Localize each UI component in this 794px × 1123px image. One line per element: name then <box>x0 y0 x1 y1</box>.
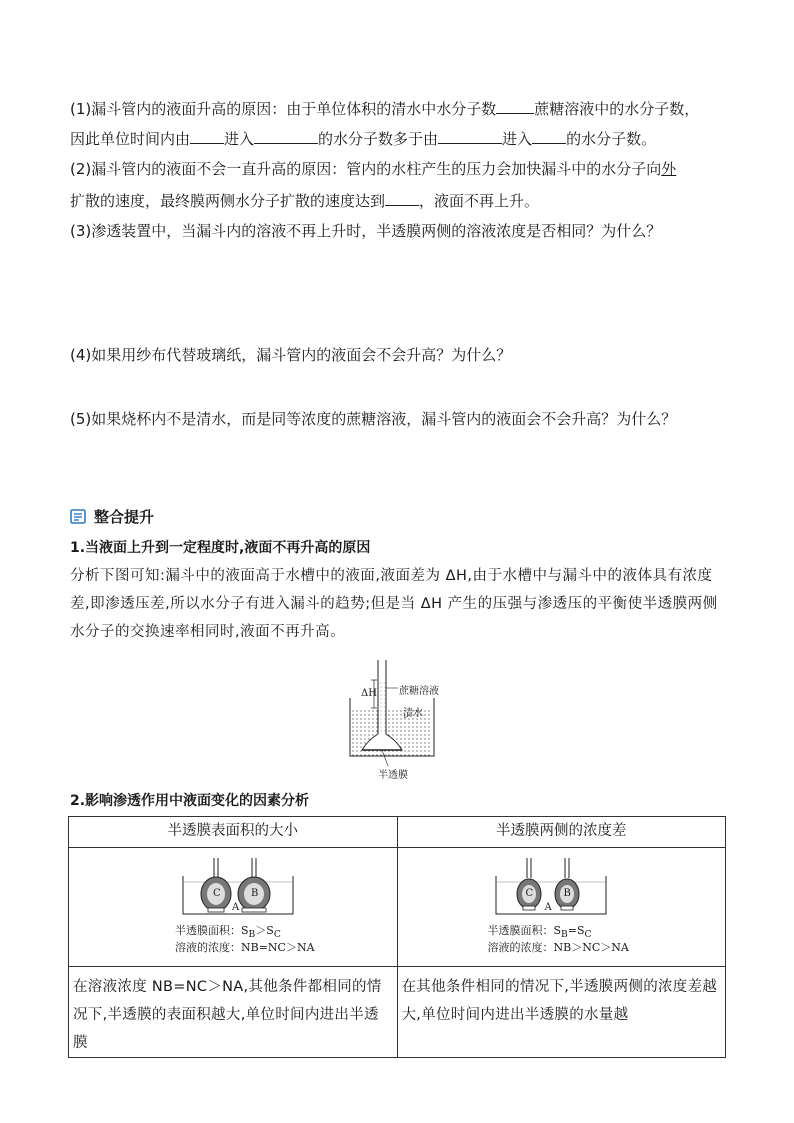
col2-text: 在其他条件相同的情况下,半透膜两侧的浓度差越大,单位时间内进出半透膜的水量越 <box>397 967 726 1058</box>
q1-blank-2[interactable] <box>190 127 224 144</box>
q2-line1 <box>70 159 676 179</box>
col1-text: 在溶液浓度 NB=NC＞NA,其他条件都相同的情况下,半透膜的表面积越大,单位时间内进出半透膜 <box>69 967 398 1058</box>
q1-line1 <box>70 97 699 119</box>
col2-figure-cell <box>397 848 726 967</box>
q1-text-b: 蔗糖溶液中的水分子数， <box>534 100 700 118</box>
q2-text-d: ，液面不再上升。 <box>419 192 540 210</box>
q2-blank-1[interactable] <box>385 189 419 206</box>
col2-label-b: B <box>563 888 571 899</box>
col1-label-a: A <box>232 902 240 913</box>
q1-text-a: (1)漏斗管内的液面升高的原因：由于单位体积的清水中水分子数 <box>70 100 497 118</box>
label-membrane: 半透膜 <box>378 770 408 781</box>
section-title: 整合提升 <box>94 508 155 526</box>
q1-text-g: 的水分子数。 <box>566 130 657 148</box>
q1-blank-5[interactable] <box>532 127 566 144</box>
label-water: 清水 <box>403 708 423 719</box>
q1-text-d: 进入 <box>224 130 255 148</box>
col1-label-b: B <box>251 888 259 899</box>
beaker-figure-concentration <box>494 858 614 918</box>
col1-header: 半透膜表面积的大小 <box>69 817 398 848</box>
col2-label-a: A <box>544 902 552 913</box>
label-delta-h: ΔH <box>361 688 377 699</box>
col2-header: 半透膜两侧的浓度差 <box>397 817 726 848</box>
part1-text: 分析下图可知:漏斗中的液面高于水槽中的液面,液面差为 ΔH,由于水槽中与漏斗中的液体具有浓度差,即渗透压差,所以水分子有进入漏斗的趋势;但是当 ΔH 产生的压强与渗透压的平衡使半透膜两侧水分子的交换速率相同时,液面不再升高。 <box>70 568 718 640</box>
section-header <box>70 506 154 527</box>
col2-conc-line: 溶液的浓度：NB＞NC＞NA <box>487 941 629 954</box>
part2-heading: 2.影响渗透作用中液面变化的因素分析 <box>70 793 310 809</box>
q3-line: (3)渗透装置中，当漏斗内的溶液不再上升时，半透膜两侧的溶液浓度是否相同？为什么？ <box>70 222 662 240</box>
q1-text-f: 进入 <box>502 130 533 148</box>
q4-line: (4)如果用纱布代替玻璃纸，漏斗管内的液面会不会升高？为什么？ <box>70 346 512 364</box>
q2-text-c: 扩散的速度，最终膜两侧水分子扩散的速度达到 <box>70 192 386 210</box>
col1-area-line: 半透膜面积：$S_B>S_C$ <box>175 924 281 941</box>
q1-blank-1[interactable] <box>496 97 534 114</box>
q1-blank-4[interactable] <box>438 127 502 144</box>
q5-line: (5)如果烧杯内不是清水，而是同等浓度的蔗糖溶液，漏斗管内的液面会不会升高？为什么？ <box>70 410 677 428</box>
col1-label-c: C <box>213 888 221 899</box>
comparison-table <box>68 816 726 1058</box>
document-list-icon <box>70 509 88 525</box>
beaker-figure-area <box>181 858 301 918</box>
col1-figure-cell <box>69 848 398 967</box>
q1-blank-3[interactable] <box>254 127 318 144</box>
q2-text-b: 外 <box>661 160 677 178</box>
col2-label-c: C <box>525 888 534 899</box>
osmosis-apparatus-figure <box>340 658 460 780</box>
part1-heading: 1.当液面上升到一定程度时,液面不再升高的原因 <box>70 540 371 556</box>
q1-text-e: 的水分子数多于由 <box>318 130 439 148</box>
col1-conc-line: 溶液的浓度：NB=NC＞NA <box>175 941 315 954</box>
q1-text-c: 因此单位时间内由 <box>70 130 191 148</box>
col2-area-line: 半透膜面积：$S_B=S_C$ <box>487 924 592 941</box>
q2-text-a: (2)漏斗管内的液面不会一直升高的原因：管内的水柱产生的压力会加快漏斗中的水分子向 <box>70 160 662 178</box>
q2-line2 <box>70 189 539 211</box>
label-sucrose: 蔗糖溶液 <box>399 686 439 697</box>
q1-line2 <box>70 127 656 149</box>
